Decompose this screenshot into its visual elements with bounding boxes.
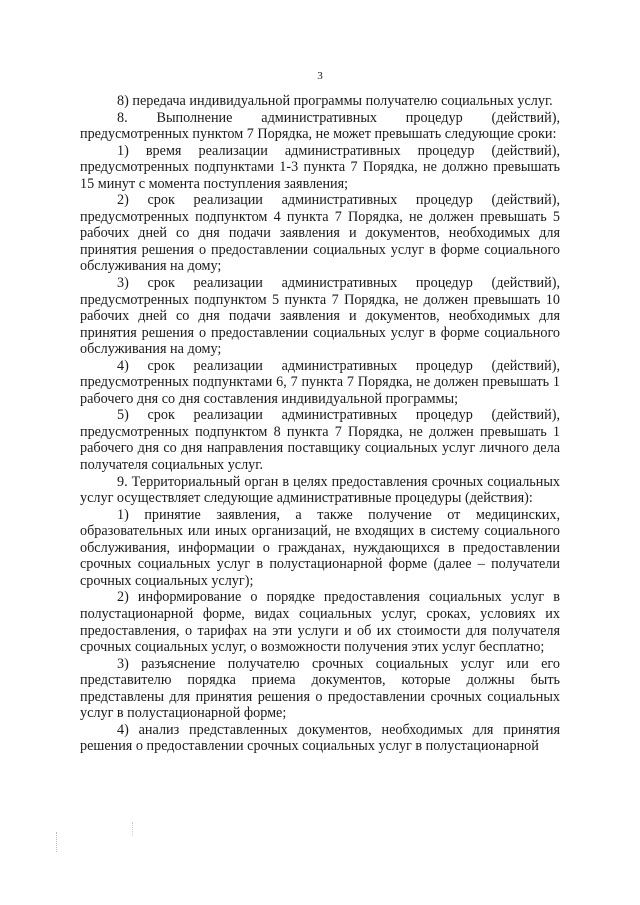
paragraph-9-2: 2) информирование о порядке предоставления социальных услуг в полустационарной форме, видах социальных услуг, сроках, условиях их предоставления, о тарифах на эти услуги и об их стоимости для получателя срочных социальных услуг, о возможности получения этих услуг бесплатно; xyxy=(80,589,560,656)
paragraph-8-5: 5) срок реализации административных процедур (действий), предусмотренных подпунктом 8 пункта 7 Порядка, не должен превышать 1 рабочего дня со дня направления поставщику социальных услуг личного дела получателя социальных услуг. xyxy=(80,407,560,474)
paragraph-section-8: 8. Выполнение административных процедур (действий), предусмотренных пунктом 7 Порядка, не может превышать следующие сроки: xyxy=(80,109,560,143)
page-number: 3 xyxy=(317,70,323,82)
paragraph-8-1: 1) время реализации административных процедур (действий), предусмотренных подпунктами 1-3 пункта 7 Порядка, не должно превышать 15 минут с момента поступления заявления; xyxy=(80,142,560,192)
paragraph-8-4: 4) срок реализации административных процедур (действий), предусмотренных подпунктами 6, 7 пункта 7 Порядка, не должен превышать 1 рабочего дня со дня составления индивидуальной программы; xyxy=(80,357,560,407)
paragraph-9-4: 4) анализ представленных документов, необходимых для принятия решения о предоставлении срочных социальных услуг в полустационарной xyxy=(80,721,560,755)
paragraph-8-2: 2) срок реализации административных процедур (действий), предусмотренных подпунктом 4 пункта 7 Порядка, не должен превышать 5 рабочих дней со дня подачи заявления и документов, необходимых для принятия решения о предоставлении социальных услуг в форме социального обслуживания на дому; xyxy=(80,192,560,275)
scan-artifact xyxy=(56,832,58,852)
paragraph-9-3: 3) разъяснение получателю срочных социальных услуг или его представителю порядка приема документов, которые должны быть представлены для принятия решения о предоставлении срочных социальных услуг в полустационарной форме; xyxy=(80,655,560,722)
paragraph-9-1: 1) принятие заявления, а также получение от медицинских, образовательных или иных организаций, не входящих в систему социального обслуживания, информации о гражданах, нуждающихся в предоставлении срочных социальных услуг в полустационарной форме (далее – получатели срочных социальных услуг); xyxy=(80,506,560,589)
paragraph-8-8: 8) передача индивидуальной программы получателю социальных услуг. xyxy=(117,93,553,109)
paragraph-8-3: 3) срок реализации административных процедур (действий), предусмотренных подпунктом 5 пункта 7 Порядка, не должен превышать 10 рабочих дней со дня подачи заявления и документов, необходимых для принятия решения о предоставлении социальных услуг в форме социального обслуживания на дому; xyxy=(80,275,560,358)
paragraph-section-9: 9. Территориальный орган в целях предоставления срочных социальных услуг осуществляет следующие административные процедуры (действия): xyxy=(80,473,560,507)
document-body xyxy=(80,93,560,755)
scan-artifact xyxy=(132,822,134,836)
